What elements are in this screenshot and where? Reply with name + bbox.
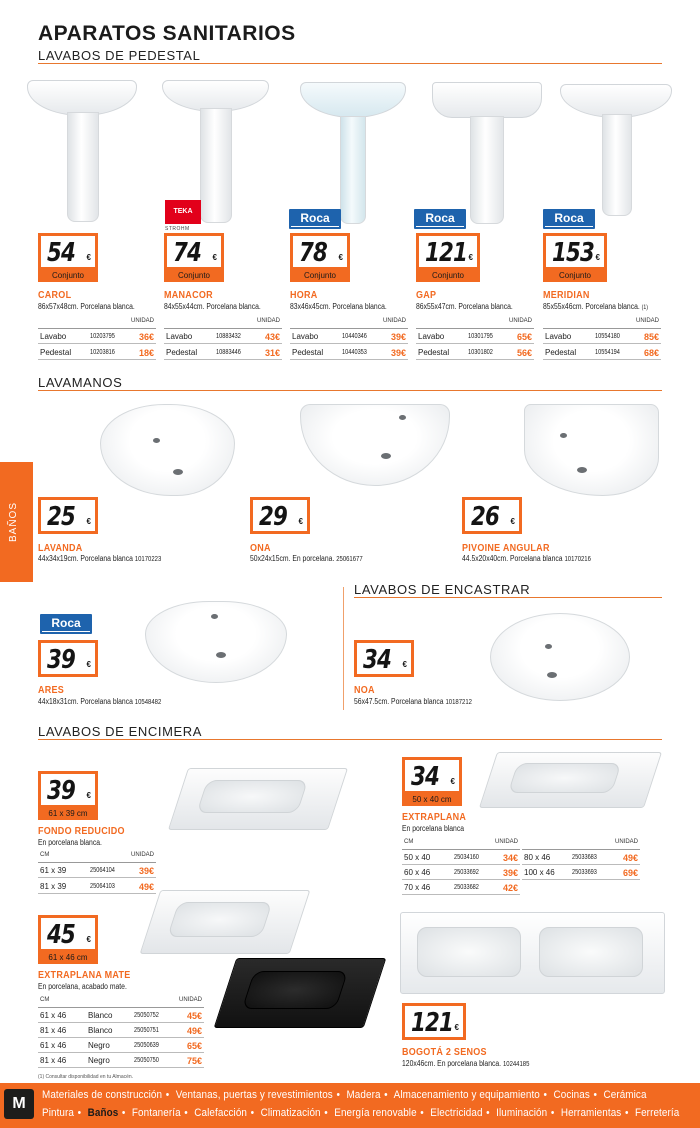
price-badge: 29 € xyxy=(250,497,310,534)
price-badge: 54 € xyxy=(38,233,98,270)
section-rule xyxy=(38,739,662,740)
table-row: 61 x 46 Blanco 25050752 45€ xyxy=(40,1011,202,1021)
price-badge: 34 € xyxy=(354,640,414,677)
price-table: UNIDAD Lavabo 10203795 36€ Pedestal 10203816 18€ xyxy=(40,318,154,358)
product-image-ona[interactable] xyxy=(300,404,450,486)
price-table: UNIDAD Lavabo 10554180 85€ Pedestal 10554194 68€ xyxy=(545,318,659,358)
product-name: EXTRAPLANA xyxy=(402,812,467,823)
price-table: UNIDAD 80 x 46 25033683 49€ 100 x 46 25033693 69€ xyxy=(524,839,638,878)
roca-logo: Roca xyxy=(543,209,595,229)
product-desc: 86x57x48cm. Porcelana blanca. xyxy=(38,302,135,311)
product-desc: 120x46cm. En porcelana blanca. 10244185 xyxy=(402,1059,530,1068)
product-image-carol[interactable] xyxy=(27,80,137,225)
product-image-meridian[interactable] xyxy=(560,84,672,229)
product-name: MANACOR xyxy=(164,290,213,301)
category-link[interactable]: Almacenamiento y equipamiento xyxy=(393,1089,540,1101)
product-name: CAROL xyxy=(38,290,72,301)
table-row: 61 x 46 Negro 25050639 65€ xyxy=(40,1041,202,1051)
category-link[interactable]: Ferretería xyxy=(634,1107,680,1119)
product-desc: 50x24x15cm. En porcelana. 25061677 xyxy=(250,554,363,563)
product-name: EXTRAPLANA MATE xyxy=(38,970,131,981)
product-image-ares[interactable] xyxy=(145,601,287,683)
roca-logo: Roca xyxy=(414,209,466,229)
product-name: GAP xyxy=(416,290,437,301)
price-badge: 25 € xyxy=(38,497,98,534)
product-desc: En porcelana blanca xyxy=(402,824,465,833)
price-table: CM UNIDAD 61 x 46 Blanco 25050752 45€ 81 x 46 Blanco 25050751 49€ 61 x 46 Negro 25050639 65€ 81 x 46 Negro 25050750 75€ xyxy=(40,997,202,1066)
table-row: 70 x 46 25033682 42€ xyxy=(404,883,518,893)
product-desc: 85x55x46cm. Porcelana blanca. (1) xyxy=(543,302,648,311)
product-desc: 44.5x20x40cm. Porcelana blanca 10170216 xyxy=(462,554,591,563)
category-link[interactable]: Climatización xyxy=(260,1107,321,1119)
category-link[interactable]: Madera xyxy=(346,1089,381,1101)
price-caption: Conjunto xyxy=(164,270,224,282)
product-image-pivoine[interactable] xyxy=(524,404,659,496)
section-rule xyxy=(354,597,662,598)
table-row: Lavabo 10883432 43€ xyxy=(166,332,280,342)
price-caption: 61 x 39 cm xyxy=(38,808,98,820)
roca-logo: Roca xyxy=(289,209,341,229)
product-name: MERIDIAN xyxy=(543,290,590,301)
product-image-noa[interactable] xyxy=(490,613,630,701)
category-link[interactable]: Cocinas xyxy=(553,1089,590,1101)
table-row: Pedestal 10301802 56€ xyxy=(418,348,532,358)
product-desc: 84x55x44cm. Porcelana blanca. xyxy=(164,302,261,311)
product-image-extraplana[interactable] xyxy=(479,752,662,808)
teka-logo: TEKA xyxy=(165,200,201,224)
category-link-active[interactable]: Baños xyxy=(87,1107,119,1119)
table-row: Lavabo 10554180 85€ xyxy=(545,332,659,342)
table-row: 60 x 46 25033692 39€ xyxy=(404,868,518,878)
product-image-mate-blanco[interactable] xyxy=(140,890,311,954)
table-row: Lavabo 10203795 36€ xyxy=(40,332,154,342)
price-badge: 26 € xyxy=(462,497,522,534)
price-badge: 78 € xyxy=(290,233,350,270)
price-table: UNIDAD Lavabo 10301795 65€ Pedestal 10301802 56€ xyxy=(418,318,532,358)
price-badge: 34 € xyxy=(402,757,462,794)
category-link[interactable]: Pintura xyxy=(42,1107,75,1119)
price-caption: Conjunto xyxy=(416,270,480,282)
price-badge: 121 € xyxy=(416,233,480,270)
product-image-fondo-reducido[interactable] xyxy=(168,768,348,830)
table-row: Pedestal 10440353 39€ xyxy=(292,348,406,358)
section-rule xyxy=(38,63,662,64)
table-row: 81 x 46 Blanco 25050751 49€ xyxy=(40,1026,202,1036)
price-badge: 74 € xyxy=(164,233,224,270)
product-desc: 56x47.5cm. Porcelana blanca 10187212 xyxy=(354,697,472,706)
product-name: LAVANDA xyxy=(38,543,83,554)
table-row: Pedestal 10554194 68€ xyxy=(545,348,659,358)
section-rule xyxy=(38,390,662,391)
product-name: ONA xyxy=(250,543,271,554)
price-badge: 39 € xyxy=(38,771,98,808)
product-image-gap[interactable] xyxy=(432,82,542,227)
product-image-mate-negro[interactable] xyxy=(214,958,387,1028)
product-image-hora[interactable] xyxy=(300,82,406,227)
category-link[interactable]: Electricidad xyxy=(430,1107,483,1119)
table-row: Pedestal 10203816 18€ xyxy=(40,348,154,358)
product-name: NOA xyxy=(354,685,375,696)
footnote: (1) Consultar disponibilidad en tu Almacén. xyxy=(38,1074,134,1080)
brand-logo[interactable]: M xyxy=(4,1089,34,1119)
page-title: APARATOS SANITARIOS xyxy=(38,22,296,45)
table-row: Pedestal 10883446 31€ xyxy=(166,348,280,358)
section-title-lavamanos: LAVAMANOS xyxy=(38,375,123,390)
product-name: PIVOINE ANGULAR xyxy=(462,543,550,554)
section-title-encastrar: LAVABOS DE ENCASTRAR xyxy=(354,582,531,597)
price-caption: Conjunto xyxy=(290,270,350,282)
table-row: 80 x 46 25033683 49€ xyxy=(524,853,638,863)
price-badge: 45 € xyxy=(38,915,98,952)
product-desc: En porcelana, acabado mate. xyxy=(38,982,127,991)
category-bar xyxy=(0,1083,700,1128)
divider xyxy=(343,587,344,710)
price-caption: Conjunto xyxy=(543,270,607,282)
section-title-encimera: LAVABOS DE ENCIMERA xyxy=(38,724,203,739)
price-table: CM UNIDAD 61 x 39 25064104 39€ 81 x 39 25064103 49€ xyxy=(40,852,154,892)
product-image-bogota[interactable] xyxy=(400,912,665,994)
table-row: Lavabo 10440346 39€ xyxy=(292,332,406,342)
table-row: 61 x 39 25064104 39€ xyxy=(40,866,154,876)
side-tab[interactable] xyxy=(0,462,33,582)
price-caption: 61 x 46 cm xyxy=(38,952,98,964)
product-desc: 44x34x19cm. Porcelana blanca 10170223 xyxy=(38,554,162,563)
price-badge: 121 € xyxy=(402,1003,466,1040)
product-desc: 44x18x31cm. Porcelana blanca 10548482 xyxy=(38,697,162,706)
price-table: CM UNIDAD 50 x 40 25034160 34€ 60 x 46 25033692 39€ 70 x 46 25033682 42€ xyxy=(404,839,518,893)
price-table: UNIDAD Lavabo 10883432 43€ Pedestal 10883446 31€ xyxy=(166,318,280,358)
category-link[interactable]: Iluminación xyxy=(496,1107,548,1119)
price-badge: 39 € xyxy=(38,640,98,677)
product-desc: En porcelana blanca. xyxy=(38,838,102,847)
category-link[interactable]: Energía renovable xyxy=(334,1107,417,1119)
product-name: BOGOTÁ 2 SENOS xyxy=(402,1047,487,1058)
category-link[interactable]: Cerámica xyxy=(603,1089,647,1101)
price-table: UNIDAD Lavabo 10440346 39€ Pedestal 10440353 39€ xyxy=(292,318,406,358)
table-row: 50 x 40 25034160 34€ xyxy=(404,853,518,863)
category-link[interactable]: Ventanas, puertas y revestimientos xyxy=(175,1089,333,1101)
category-line-1: Materiales de construcción • Ventanas, puertas y revestimientos • Madera • Almacenamiento y equipamiento • Cocinas • Cerámica xyxy=(42,1089,647,1101)
category-link[interactable]: Calefacción xyxy=(194,1107,248,1119)
table-row: 100 x 46 25033693 69€ xyxy=(524,868,638,878)
category-line-2: Pintura • Baños • Fontanería • Calefacción • Climatización • Energía renovable • Electricidad • Iluminación • Herramientas • Ferretería xyxy=(42,1107,680,1119)
price-caption: Conjunto xyxy=(38,270,98,282)
teka-sub-logo: STROHM xyxy=(165,226,190,232)
product-name: FONDO REDUCIDO xyxy=(38,826,125,837)
category-link[interactable]: Fontanería xyxy=(131,1107,181,1119)
product-desc: 83x46x45cm. Porcelana blanca. xyxy=(290,302,387,311)
price-badge: 153 € xyxy=(543,233,607,270)
category-link[interactable]: Materiales de construcción xyxy=(42,1089,163,1101)
side-tab-label: BAÑOS xyxy=(8,501,19,542)
table-row: 81 x 39 25064103 49€ xyxy=(40,882,154,892)
product-desc: 86x55x47cm. Porcelana blanca. xyxy=(416,302,513,311)
section-title-pedestal: LAVABOS DE PEDESTAL xyxy=(38,48,201,63)
table-row: Lavabo 10301795 65€ xyxy=(418,332,532,342)
table-row: 81 x 46 Negro 25050750 75€ xyxy=(40,1056,202,1066)
price-caption: 50 x 40 cm xyxy=(402,794,462,806)
category-link[interactable]: Herramientas xyxy=(560,1107,622,1119)
product-image-lavanda[interactable] xyxy=(100,404,235,496)
product-name: HORA xyxy=(290,290,318,301)
roca-logo: Roca xyxy=(40,614,92,634)
product-name: ARES xyxy=(38,685,65,696)
